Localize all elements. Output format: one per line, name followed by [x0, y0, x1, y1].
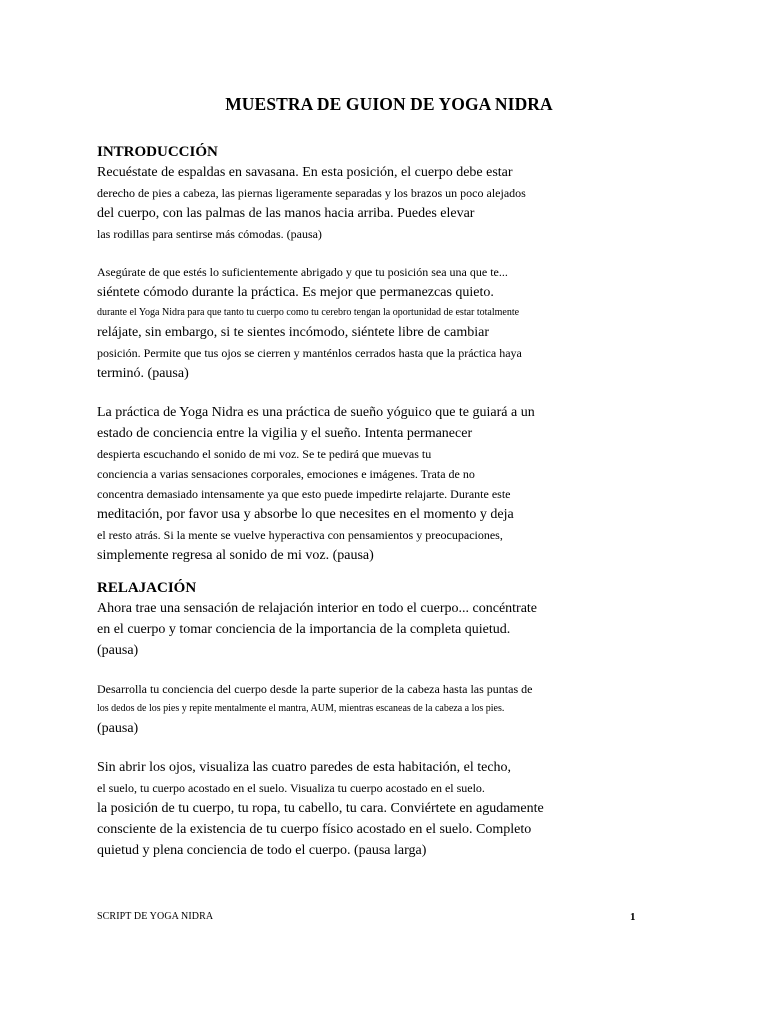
- text-line: el suelo, tu cuerpo acostado en el suelo. Visualiza tu cuerpo acostado en el suelo.: [97, 781, 485, 795]
- paragraph: [97, 679, 637, 739]
- text-line: (pausa): [97, 643, 139, 658]
- section-heading-relajacion: RELAJACIÓN: [97, 580, 197, 596]
- paragraph-gap: [97, 661, 637, 679]
- text-line: relájate, sin embargo, si te sientes incómodo, siéntete libre de cambiar: [97, 325, 489, 340]
- text-line: Ahora trae una sensación de relajación interior en todo el cuerpo... concéntrate: [97, 601, 538, 616]
- text-line: el resto atrás. Si la mente se vuelve hyperactiva con pensamientos y preocupaciones,: [97, 528, 503, 542]
- paragraph: [97, 262, 637, 384]
- text-line: del cuerpo, con las palmas de las manos hacia arriba. Puedes elevar: [97, 206, 475, 221]
- text-line: quietud y plena conciencia de todo el cuerpo. (pausa larga): [97, 843, 427, 858]
- text-line: derecho de pies a cabeza, las piernas ligeramente separadas y los brazos un poco alejados: [97, 186, 526, 200]
- text-line: simplemente regresa al sonido de mi voz. (pausa): [97, 548, 374, 563]
- document-body: [97, 142, 637, 861]
- page-number: 1: [630, 911, 636, 923]
- text-line: consciente de la existencia de tu cuerpo físico acostado en el suelo. Completo: [97, 822, 532, 837]
- paragraph-gap: [97, 384, 637, 402]
- text-line: siéntete cómodo durante la práctica. Es mejor que permanezcas quieto.: [97, 285, 494, 300]
- paragraph: [97, 757, 637, 861]
- text-line: concentra demasiado intensamente ya que esto puede impedirte relajarte. Durante este: [97, 487, 511, 501]
- text-line: la posición de tu cuerpo, tu ropa, tu cabello, tu cara. Conviértete en agudamente: [97, 801, 544, 816]
- paragraph: [97, 162, 637, 244]
- text-line: despierta escuchando el sonido de mi voz. Se te pedirá que muevas tu: [97, 447, 432, 461]
- paragraph: [97, 598, 637, 661]
- text-line: estado de conciencia entre la vigilia y el sueño. Intenta permanecer: [97, 426, 473, 441]
- paragraph-gap: [97, 566, 637, 578]
- text-line: los dedos de los pies y repite mentalmente el mantra, AUM, mientras escaneas de la cabeza a los pies.: [97, 703, 505, 714]
- text-line: La práctica de Yoga Nidra es una práctica de sueño yóguico que te guiará a un: [97, 405, 535, 420]
- paragraph-gap: [97, 244, 637, 262]
- text-line: conciencia a varias sensaciones corporales, emociones e imágenes. Trata de no: [97, 467, 475, 481]
- text-line: durante el Yoga Nidra para que tanto tu cuerpo como tu cerebro tengan la oportunidad de estar totalmente: [97, 307, 520, 318]
- text-line: Asegúrate de que estés lo suficientemente abrigado y que tu posición sea una que te...: [97, 265, 508, 279]
- text-line: las rodillas para sentirse más cómodas. (pausa): [97, 227, 322, 241]
- text-line: en el cuerpo y tomar conciencia de la importancia de la completa quietud.: [97, 622, 511, 637]
- text-line: Desarrolla tu conciencia del cuerpo desde la parte superior de la cabeza hasta las puntas de: [97, 682, 533, 696]
- paragraph: [97, 402, 637, 566]
- footer-title: SCRIPT DE YOGA NIDRA: [97, 911, 214, 922]
- section-heading-introduccion: INTRODUCCIÓN: [97, 144, 218, 160]
- text-line: terminó. (pausa): [97, 366, 189, 381]
- text-line: Recuéstate de espaldas en savasana. En esta posición, el cuerpo debe estar: [97, 165, 513, 180]
- text-line: Sin abrir los ojos, visualiza las cuatro paredes de esta habitación, el techo,: [97, 760, 512, 775]
- document-title: MUESTRA DE GUION DE YOGA NIDRA: [225, 94, 553, 114]
- text-line: posición. Permite que tus ojos se cierren y manténlos cerrados hasta que la práctica haya: [97, 346, 522, 360]
- text-line: (pausa): [97, 721, 139, 736]
- paragraph-gap: [97, 739, 637, 757]
- text-line: meditación, por favor usa y absorbe lo que necesites en el momento y deja: [97, 507, 514, 522]
